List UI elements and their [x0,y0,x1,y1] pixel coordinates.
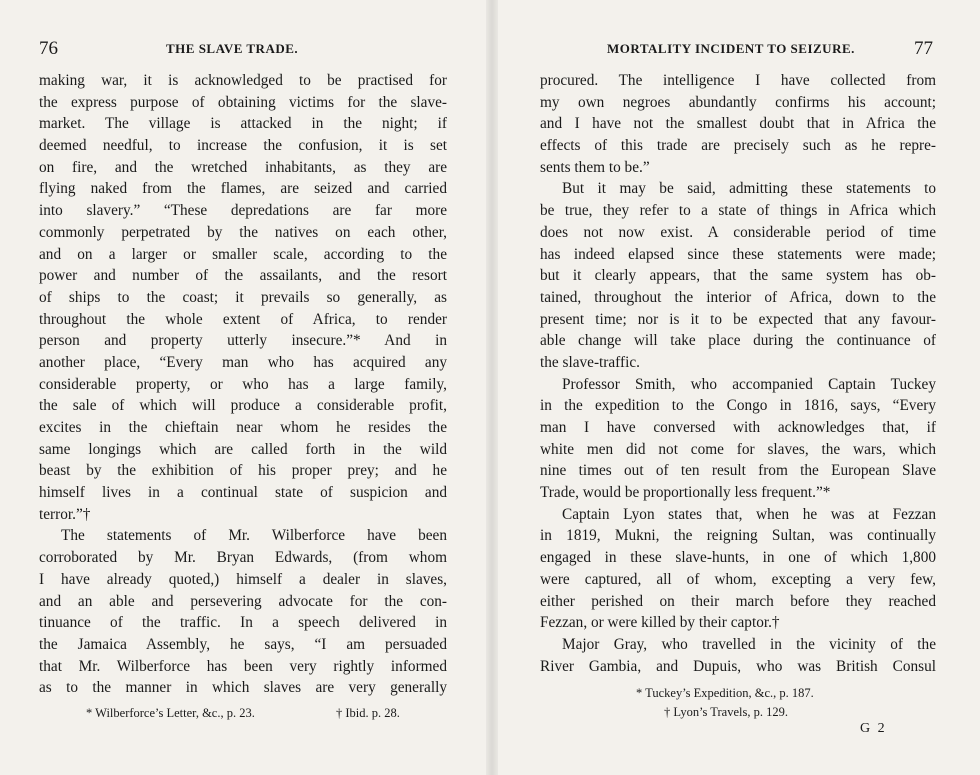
text-line: and on a larger or smaller scale, according to the [39,245,447,263]
right-page-number: 77 [914,38,933,59]
text-line: throughout the whole extent of Africa, to render [39,310,447,328]
text-line: deemed needful, to increase the confusion, it is set [39,137,447,155]
text-line: River Gambia, and Dupuis, who was British Consul [540,657,936,675]
text-line: But it may be said, admitting these statements to [562,180,936,198]
right-footnote-1: * Tuckey’s Expedition, &c., p. 187. [636,686,814,700]
text-line: person and property utterly insecure.”* And in [39,332,447,350]
text-line: nine times out of ten result from the European Slave [540,462,936,480]
text-line: sents them to be.” [540,158,650,176]
text-line: excites in the chieftain near whom he resides the [39,419,447,436]
text-line: Fezzan, or were killed by their captor.† [540,614,780,632]
left-page [0,0,488,775]
text-line: white men did not come for slaves, the wars, which [540,440,936,458]
left-page-header [0,38,488,62]
text-line: Captain Lyon states that, when he was at Fezzan [562,505,936,523]
text-line: I have already quoted,) himself a dealer in slaves, [39,570,447,588]
text-line: himself lives in a continual state of suspicion and [39,484,447,502]
text-line: the sale of which will produce a considerable profit, [39,397,447,415]
left-running-head: THE SLAVE TRADE. [166,41,299,56]
right-running-head: MORTALITY INCIDENT TO SEIZURE. [607,41,855,56]
text-line: were captured, all of whom, excepting a very few, [540,570,936,588]
text-line: present time; nor is it to be expected that any favour- [540,310,936,328]
text-line: and an able and persevering advocate for the con- [39,592,447,610]
left-footnote-2: † Ibid. p. 28. [336,706,400,720]
text-line: into slavery.” “These depredations are far more [39,202,447,220]
text-line: either perished on their march before they reached [540,592,936,610]
text-line: tained, throughout the interior of Africa, down to the [540,288,936,306]
text-line: in 1819, Mukni, the reigning Sultan, was continually [540,527,936,545]
signature-mark: G 2 [860,721,887,736]
text-line: be true, they refer to a state of things in Africa which [540,202,936,220]
right-footnote-2: † Lyon’s Travels, p. 129. [664,705,788,719]
text-line: Major Gray, who travelled in the vicinity of the [562,635,936,653]
text-line: but it clearly appears, that the same system has ob- [540,267,936,285]
text-line: terror.”† [39,505,91,523]
right-page-header [496,38,980,62]
text-line: in the expedition to the Congo in 1816, says, “Every [540,397,936,415]
text-line: my own negroes abundantly confirms his account; [540,93,936,111]
text-line: corroborated by Mr. Bryan Edwards, (from whom [39,549,447,567]
text-line: able change will take place during the continuance of [540,332,936,350]
text-line: effects of this trade are precisely such as he repre- [540,137,936,155]
text-line: the slave-traffic. [540,353,640,371]
text-line: considerable property, or who has a large family, [39,375,447,393]
text-line: making war, it is acknowledged to be practised for [39,72,447,89]
text-line: the Jamaica Assembly, he says, “I am persuaded [39,635,447,653]
left-page-number: 76 [39,38,58,59]
text-line: procured. The intelligence I have collected from [540,72,936,89]
text-line: tinuance of the traffic. In a speech delivered in [39,614,447,632]
text-line: beast by the exhibition of his proper prey; and he [39,462,447,480]
text-line: flying naked from the flames, are seized and carried [39,180,447,198]
left-page-body [39,70,447,699]
text-line: of ships to the coast; it prevails so generally, as [39,288,447,306]
text-line: the express purpose of obtaining victims for the slave- [39,93,447,111]
text-line: engaged in these slave-hunts, in one of which 1,800 [540,549,936,567]
text-line: market. The village is attacked in the night; if [39,115,447,133]
text-line: that Mr. Wilberforce has been very rightly informed [39,657,447,675]
text-line: as to the manner in which slaves are very generally [39,679,447,697]
text-line: commonly perpetrated by the natives on each other, [39,223,447,241]
left-footnote-1: * Wilberforce’s Letter, &c., p. 23. [86,706,255,720]
text-line: on fire, and the wretched inhabitants, as they are [39,158,447,176]
text-line: and I have not the smallest doubt that in Africa the [540,115,936,133]
right-page-body [540,70,936,677]
text-line: power and number of the assailants, and the resort [39,267,447,285]
text-line: The statements of Mr. Wilberforce have been [61,527,447,545]
right-page [496,0,980,775]
text-line: man I have conversed with acknowledges that, if [540,419,936,436]
text-line: has indeed elapsed since these statements were made; [540,245,936,263]
text-line: Professor Smith, who accompanied Captain Tuckey [562,375,936,393]
text-line: does not now exist. A considerable period of time [540,223,936,241]
text-line: Trade, would be proportionally less frequent.”* [540,484,831,502]
text-line: same longings which are called forth in the wild [39,440,447,458]
text-line: another place, “Every man who has acquired any [39,353,447,371]
